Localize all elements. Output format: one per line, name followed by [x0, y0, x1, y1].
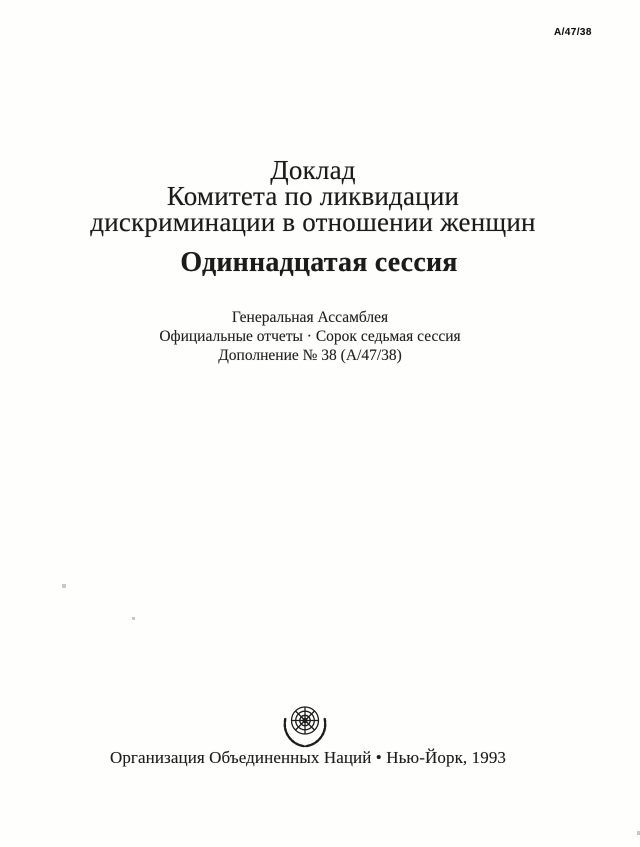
issue-info-line: Генеральная Ассамблея [231, 309, 389, 326]
issue-info [0, 308, 630, 365]
scan-speck [62, 584, 66, 588]
issue-info-line: Дополнение № 38 (А/47/38) [218, 347, 402, 364]
report-title [0, 157, 633, 235]
imprint-text: Организация Объединенных Наций • Нью-Йорк, 1993 [109, 748, 507, 767]
document-symbol: A/47/38 [554, 27, 592, 38]
issue-info-line: Официальные отчеты · Сорок седьмая сессия [159, 328, 461, 345]
scan-speck [132, 617, 135, 620]
report-title-line: Доклад [270, 155, 356, 185]
session-heading: Одиннадцатая сессия [180, 247, 458, 278]
report-title-line: дискриминации в отношении женщин [90, 207, 536, 237]
un-emblem-icon [281, 702, 329, 748]
report-title-line: Комитета по ликвидации [166, 181, 460, 211]
